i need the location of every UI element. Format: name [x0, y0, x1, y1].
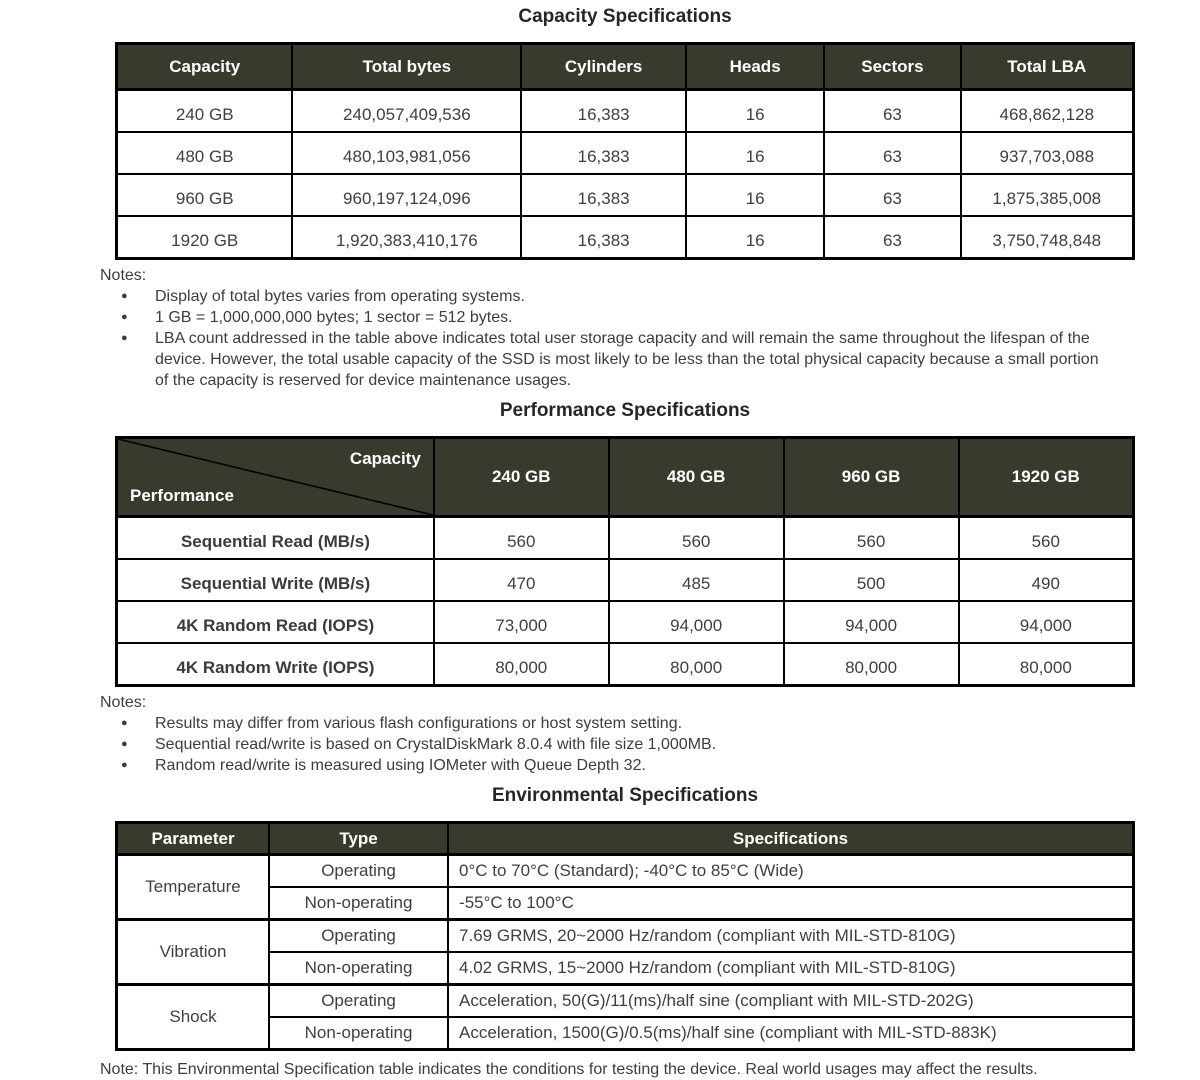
- table-cell: 3,750,748,848: [961, 216, 1134, 259]
- parameter-cell-temperature: Temperature: [117, 855, 270, 920]
- performance-table: [115, 436, 1135, 687]
- spec-cell: 7.69 GRMS, 20~2000 Hz/random (compliant with MIL-STD-810G): [448, 920, 1133, 953]
- column-header-specifications: Specifications: [448, 823, 1133, 855]
- table-cell: 1,920,383,410,176: [292, 216, 521, 259]
- table-cell: 80,000: [434, 643, 609, 686]
- table-cell: 468,862,128: [961, 90, 1134, 133]
- table-row: [117, 1017, 1134, 1050]
- table-row: [117, 887, 1134, 920]
- note-text: Random read/write is measured using IOMeter with Queue Depth 32.: [155, 757, 646, 774]
- table-cell: 480,103,981,056: [292, 132, 521, 174]
- table-cell: 63: [824, 90, 960, 133]
- diagonal-corner-cell: [117, 438, 434, 517]
- type-cell: Operating: [269, 855, 448, 888]
- spec-cell: 4.02 GRMS, 15~2000 Hz/random (compliant with MIL-STD-810G): [448, 952, 1133, 985]
- column-header-240gb: 240 GB: [434, 438, 609, 517]
- bullet-icon: ●: [121, 290, 128, 302]
- performance-title: Performance Specifications: [499, 400, 751, 421]
- type-cell: Operating: [269, 920, 448, 953]
- table-cell: 63: [824, 216, 960, 259]
- column-header-total-lba: Total LBA: [961, 44, 1134, 90]
- table-cell: 480 GB: [117, 132, 293, 174]
- table-row: [117, 952, 1134, 985]
- table-row: [117, 985, 1134, 1018]
- table-cell: 500: [784, 559, 959, 601]
- table-cell: 94,000: [959, 601, 1134, 643]
- parameter-cell-shock: Shock: [117, 985, 270, 1050]
- column-header-sectors: Sectors: [824, 44, 960, 90]
- column-header-capacity: Capacity: [117, 44, 293, 90]
- capacity-notes: [100, 265, 1200, 391]
- table-cell: 490: [959, 559, 1134, 601]
- table-cell: 16,383: [521, 132, 686, 174]
- notes-label: Notes:: [100, 694, 147, 711]
- table-cell: 63: [824, 132, 960, 174]
- type-cell: Non-operating: [269, 952, 448, 985]
- table-row: [117, 601, 1134, 643]
- note-item: [100, 328, 1200, 391]
- table-cell: 470: [434, 559, 609, 601]
- capacity-header-row: [117, 44, 1134, 90]
- table-cell: 80,000: [959, 643, 1134, 686]
- column-header-480gb: 480 GB: [609, 438, 784, 517]
- row-label: 4K Random Read (IOPS): [117, 601, 434, 643]
- row-label: Sequential Read (MB/s): [117, 517, 434, 560]
- environmental-header-row: [117, 823, 1134, 855]
- column-header-heads: Heads: [686, 44, 824, 90]
- type-cell: Non-operating: [269, 1017, 448, 1050]
- table-cell: 16: [686, 132, 824, 174]
- bullet-icon: ●: [121, 332, 128, 344]
- table-row: [117, 559, 1134, 601]
- bullet-icon: ●: [121, 717, 128, 729]
- column-header-total-bytes: Total bytes: [292, 44, 521, 90]
- table-cell: 73,000: [434, 601, 609, 643]
- spec-cell: 0°C to 70°C (Standard); -40°C to 85°C (Wide): [448, 855, 1133, 888]
- table-cell: 94,000: [784, 601, 959, 643]
- column-header-cylinders: Cylinders: [521, 44, 686, 90]
- performance-notes: [100, 692, 1200, 776]
- note-text: 1 GB = 1,000,000,000 bytes; 1 sector = 512 bytes.: [155, 309, 513, 326]
- table-cell: 560: [434, 517, 609, 560]
- table-cell: 960,197,124,096: [292, 174, 521, 216]
- row-label: 4K Random Write (IOPS): [117, 643, 434, 686]
- table-cell: 240,057,409,536: [292, 90, 521, 133]
- table-cell: 80,000: [609, 643, 784, 686]
- bullet-icon: ●: [121, 311, 128, 323]
- environmental-note: Note: This Environmental Specification table indicates the conditions for testing the device. Real world usages may affect the results.: [100, 1061, 1038, 1078]
- note-item: [100, 286, 1200, 307]
- table-row: [117, 132, 1134, 174]
- table-cell: 16,383: [521, 90, 686, 133]
- note-item: [100, 713, 1200, 734]
- table-row: [117, 216, 1134, 259]
- table-row: [117, 174, 1134, 216]
- corner-label-performance: Performance: [130, 486, 234, 505]
- parameter-cell-vibration: Vibration: [117, 920, 270, 985]
- table-row: [117, 643, 1134, 686]
- environmental-table: [115, 821, 1135, 1051]
- note-text: LBA count addressed in the table above indicates total user storage capacity and will remain the same throughout the lifespan of the device. However, the total usable capacity of the SSD is most likely to be less than the total physical capacity because a small portion of the capacity is reserved for device maintenance usages.: [155, 330, 1099, 389]
- table-cell: 1920 GB: [117, 216, 293, 259]
- table-cell: 960 GB: [117, 174, 293, 216]
- table-cell: 560: [959, 517, 1134, 560]
- bullet-icon: ●: [121, 759, 128, 771]
- capacity-title: Capacity Specifications: [518, 6, 732, 27]
- note-item: [100, 307, 1200, 328]
- note-item: [100, 734, 1200, 755]
- performance-header-row: [117, 438, 1134, 517]
- table-cell: 937,703,088: [961, 132, 1134, 174]
- type-cell: Non-operating: [269, 887, 448, 920]
- column-header-1920gb: 1920 GB: [959, 438, 1134, 517]
- notes-label: Notes:: [100, 267, 147, 284]
- spec-cell: Acceleration, 50(G)/11(ms)/half sine (compliant with MIL-STD-202G): [448, 985, 1133, 1018]
- table-cell: 485: [609, 559, 784, 601]
- table-cell: 16: [686, 174, 824, 216]
- table-cell: 1,875,385,008: [961, 174, 1134, 216]
- note-item: [100, 755, 1200, 776]
- table-cell: 16,383: [521, 216, 686, 259]
- capacity-table: [115, 42, 1135, 260]
- table-row: [117, 855, 1134, 888]
- table-cell: 80,000: [784, 643, 959, 686]
- spec-cell: Acceleration, 1500(G)/0.5(ms)/half sine (compliant with MIL-STD-883K): [448, 1017, 1133, 1050]
- note-text: Sequential read/write is based on CrystalDiskMark 8.0.4 with file size 1,000MB.: [155, 736, 717, 753]
- row-label: Sequential Write (MB/s): [117, 559, 434, 601]
- corner-label-capacity: Capacity: [349, 449, 421, 468]
- column-header-parameter: Parameter: [117, 823, 270, 855]
- type-cell: Operating: [269, 985, 448, 1018]
- table-cell: 560: [784, 517, 959, 560]
- table-row: [117, 517, 1134, 560]
- note-text: Results may differ from various flash configurations or host system setting.: [155, 715, 683, 732]
- table-cell: 16,383: [521, 174, 686, 216]
- column-header-type: Type: [269, 823, 448, 855]
- table-row: [117, 920, 1134, 953]
- table-cell: 63: [824, 174, 960, 216]
- spec-cell: -55°C to 100°C: [448, 887, 1133, 920]
- table-cell: 16: [686, 90, 824, 133]
- note-text: Display of total bytes varies from operating systems.: [155, 288, 525, 305]
- table-cell: 240 GB: [117, 90, 293, 133]
- table-cell: 560: [609, 517, 784, 560]
- table-cell: 16: [686, 216, 824, 259]
- table-row: [117, 90, 1134, 133]
- bullet-icon: ●: [121, 738, 128, 750]
- environmental-title: Environmental Specifications: [491, 785, 759, 806]
- table-cell: 94,000: [609, 601, 784, 643]
- column-header-960gb: 960 GB: [784, 438, 959, 517]
